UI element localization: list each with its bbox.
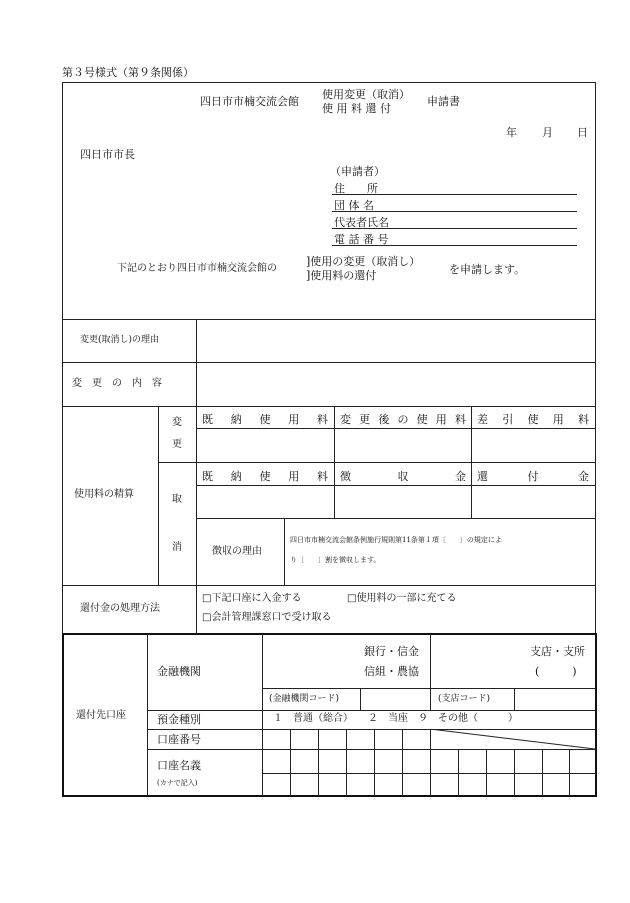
account-number-strike [430,729,595,749]
header-difference-fee: 差 引 使 用 料 [477,413,589,426]
acct-name-col-11 [569,749,570,796]
applicant-heading: （申請者） [330,165,385,178]
title-option-change: 使用変更（取消） [322,88,410,101]
settle-cancel-header-bottom [196,485,596,486]
applicant-phone-label: 電 話 番 号 [334,233,389,246]
branch-code-split [514,688,515,710]
date-year: 年 [506,126,517,139]
applicant-group-label: 団 体 名 [334,199,374,212]
title-facility: 四日市市楠交流会館 [200,95,299,108]
settle-cancel-values-bottom [196,518,596,519]
acct-name-col-10 [542,749,543,796]
account-number-bottom [147,749,596,750]
header-paid-fee-cancel: 既 納 使 用 料 [202,470,328,483]
settle-col-2-upper [334,406,335,518]
divider-reason-bottom [62,362,596,363]
acct-name-mid [262,773,596,774]
acct-num-box-1 [290,729,291,749]
bank-code-split [360,688,361,710]
group-line [332,211,577,212]
statement-tail: を申請します。 [449,263,526,276]
branch-types-line2: ( ) [535,665,577,678]
header-refund-amount: 還 付 金 [477,470,589,483]
header-collection-amount: 徴 収 金 [340,470,466,483]
phone-line [332,245,577,246]
rep-line [332,228,577,229]
settle-col-3-upper [471,406,472,518]
acct-name-col-9 [514,749,515,796]
content-label: 変 更 の 内 容 [72,378,162,389]
acct-name-col-5 [402,749,403,796]
header-paid-fee-change: 既 納 使 用 料 [202,413,328,426]
applicant-address-label: 住 所 [334,182,378,195]
bank-types-line1: 銀行・信金 [364,645,419,658]
date-month: 月 [542,126,553,139]
account-bank-bottom [262,688,596,689]
form-number: 第３号様式（第９条関係） [62,66,194,79]
title-option-refund: 使 用 料 還 付 [322,102,391,115]
cancel-col-char1: 取 [172,494,182,505]
date-day: 日 [577,126,588,139]
acct-name-col-6 [430,749,431,796]
settle-change-split [158,462,596,463]
branch-code-label: (支店コード) [438,694,491,704]
account-bank-row-bottom [147,710,596,711]
settle-change-header-bottom [196,428,596,429]
bank-types-line2: 信組・農協 [364,665,419,678]
statement-lead: 下記のとおり四日市市楠交流会館の [117,263,277,274]
addressee: 四日市市長 [80,148,135,161]
address-line [332,194,577,195]
settle-inner-col-line [196,406,197,585]
reason-label: 変更(取消し)の理由 [80,335,160,345]
acct-name-col-1 [290,749,291,796]
account-name-note: (カナで記入) [157,779,198,787]
account-label: 還付先口座 [76,710,126,721]
acct-num-box-5 [402,729,403,749]
refund-option-counter[interactable]: □会計管理課窓口で受け取る [202,612,332,623]
account-name-label: 口座名義 [157,759,201,772]
account-field-col [262,634,263,796]
header-after-change-fee: 変 更 後 の 使 用 料 [340,413,466,426]
refund-method-label: 還付金の処理方法 [80,603,160,614]
statement-opt2: ]使用料の還付 [306,269,377,282]
change-col-char2: 更 [172,439,182,450]
statement-opt1: ]使用の変更（取消し） [306,255,421,268]
refund-option-deposit[interactable]: □下記口座に入金する [202,593,302,604]
divider-header-bottom [62,319,596,320]
settle-outer-col-line [158,406,159,585]
acct-num-box-2 [318,729,319,749]
bank-label: 金融機関 [157,665,201,678]
deposit-type-options[interactable]: １ 普通（総合） ２ 当座 ９ その他（ ） [273,713,518,724]
acct-name-col-3 [346,749,347,796]
acct-num-box-4 [374,729,375,749]
collect-reason-text-line2: り〔 〕割を徴収します。 [290,556,381,564]
label-col-line-2 [196,585,197,634]
collect-reason-text-line1: 四日市市楠交流会館条例施行規則第11条第１項〔 〕の規定によ [290,536,502,544]
title-suffix: 申請書 [427,95,460,108]
acct-name-col-8 [486,749,487,796]
applicant-rep-label: 代表者氏名 [334,216,389,229]
acct-name-col-7 [458,749,459,796]
label-col-line [196,319,197,406]
divider-content-bottom [62,406,596,407]
acct-num-box-3 [346,729,347,749]
branch-types-line1: 支店・支所 [530,645,585,658]
bank-branch-split [430,634,431,710]
settle-reason-split [284,518,285,585]
divider-settlement-bottom [62,585,596,586]
bank-code-label: (金融機関コード) [269,694,340,704]
refund-option-apply-fee[interactable]: □使用料の一部に充てる [347,593,457,604]
collect-reason-label: 徴収の理由 [212,546,262,557]
account-label-col [147,634,148,796]
change-col-char1: 変 [172,417,182,428]
upper-form-border [62,82,596,634]
cancel-col-char2: 消 [172,542,182,553]
deposit-type-label: 預金種別 [157,713,201,726]
settlement-label: 使用料の精算 [74,489,134,500]
acct-name-col-2 [318,749,319,796]
account-number-label: 口座番号 [157,733,201,746]
acct-name-col-4 [374,749,375,796]
